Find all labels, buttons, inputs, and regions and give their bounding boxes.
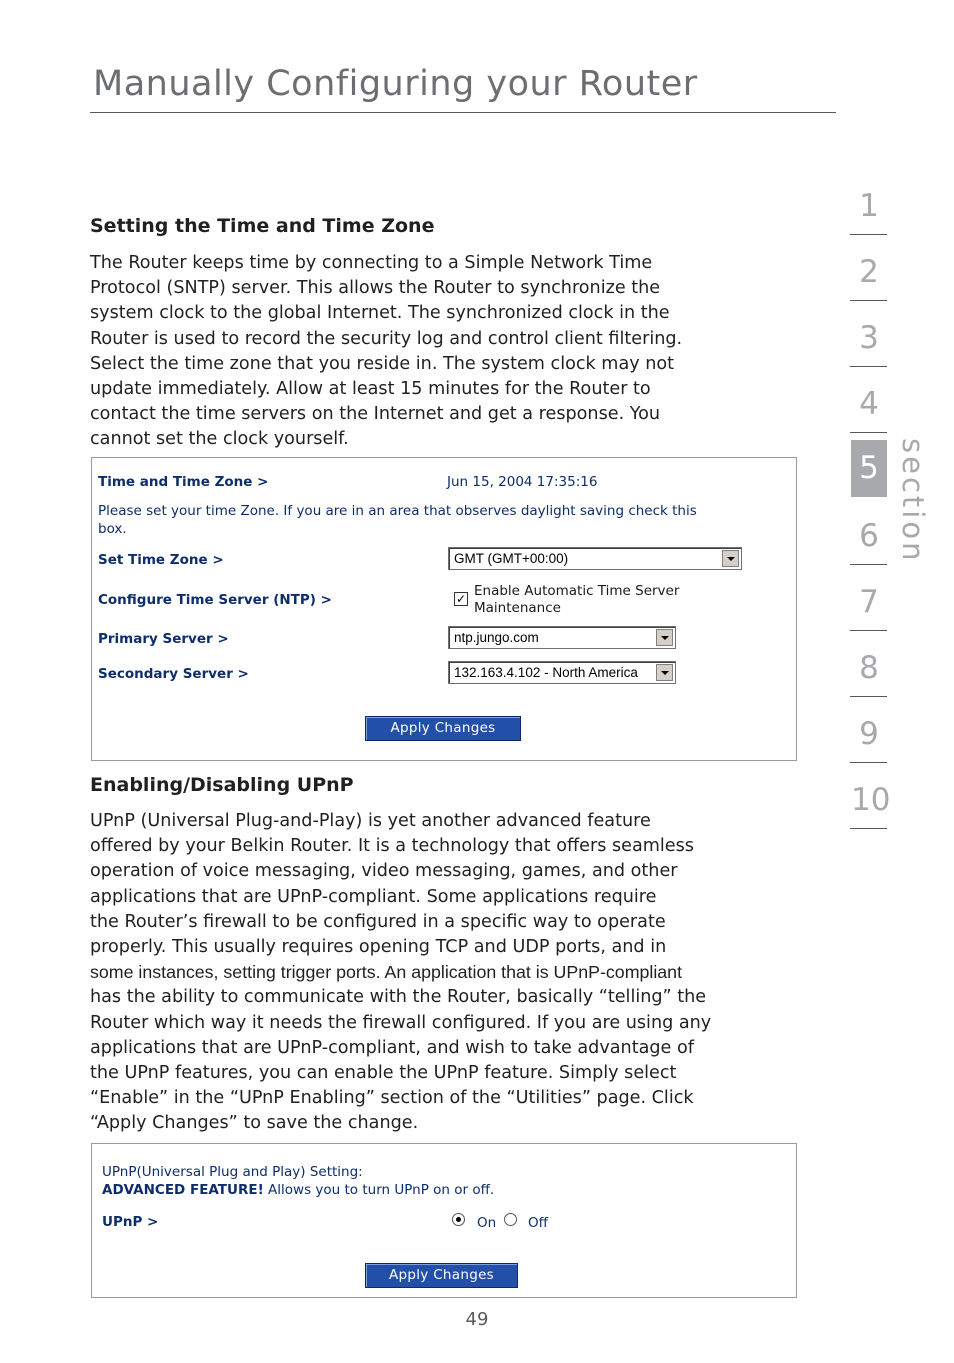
section-heading-upnp: Enabling/Disabling UPnP (90, 774, 354, 796)
tab-divider (850, 630, 887, 631)
paragraph-line: “Enable” in the “UPnP Enabling” section of the “Utilities” page. Click (90, 1088, 694, 1109)
section-tab-7[interactable]: 7 (859, 584, 879, 620)
ntp-label: Configure Time Server (NTP) > (98, 592, 332, 608)
title-divider (90, 112, 836, 113)
secondary-server-value: 132.163.4.102 - North America (454, 665, 638, 680)
paragraph-line: Protocol (SNTP) server. This allows the Router to synchronize the (90, 278, 661, 299)
paragraph-line: applications that are UPnP-compliant. Some applications require (90, 886, 657, 907)
section-tab-10[interactable]: 10 (851, 782, 891, 818)
instructions-text-cont: box. (98, 521, 127, 537)
current-datetime: Jun 15, 2004 17:35:16 (447, 474, 598, 490)
section-tab-6[interactable]: 6 (859, 518, 879, 554)
paragraph-line: Select the time zone that you reside in. The system clock may not (90, 353, 675, 374)
paragraph-line: some instances, setting trigger ports. An application that is UPnP-compliant (90, 962, 683, 983)
tab-divider (850, 828, 887, 829)
ntp-checkbox-label: Enable Automatic Time Server (474, 583, 680, 599)
tab-divider (850, 300, 887, 301)
upnp-setting-title: UPnP(Universal Plug and Play) Setting: (102, 1164, 363, 1180)
upnp-on-label: On (477, 1215, 497, 1231)
paragraph-line: properly. This usually requires opening TCP and UDP ports, and in (90, 937, 667, 958)
upnp-paragraph (90, 809, 802, 1137)
time-zone-screenshot (91, 457, 797, 761)
apply-changes-button[interactable]: Apply Changes (365, 1263, 518, 1288)
upnp-off-radio[interactable] (504, 1213, 517, 1226)
secondary-server-select[interactable] (448, 661, 676, 684)
section-label: section (896, 438, 930, 564)
primary-server-value: ntp.jungo.com (454, 630, 539, 645)
chevron-down-icon[interactable] (656, 664, 673, 681)
paragraph-line: offered by your Belkin Router. It is a technology that offers seamless (90, 836, 694, 857)
section-tab-9[interactable]: 9 (859, 716, 879, 752)
page-title: Manually Configuring your Router (93, 64, 698, 104)
ntp-checkbox-label-cont: Maintenance (474, 600, 561, 616)
section-tab-3[interactable]: 3 (859, 320, 879, 356)
checkmark-icon: ✓ (455, 592, 467, 606)
instructions-text: Please set your time Zone. If you are in an area that observes daylight saving check this (98, 503, 697, 519)
secondary-server-label: Secondary Server > (98, 666, 249, 682)
paragraph-line: Router which way it needs the firewall configured. If you are using any (90, 1012, 712, 1033)
chevron-down-icon[interactable] (656, 629, 673, 646)
time-zone-select[interactable] (448, 547, 742, 570)
time-zone-value: GMT (GMT+00:00) (454, 551, 569, 566)
ntp-checkbox[interactable] (454, 592, 468, 606)
tab-divider (850, 762, 887, 763)
section-tab-4[interactable]: 4 (859, 386, 879, 422)
tab-divider (850, 234, 887, 235)
chevron-down-icon[interactable] (722, 550, 739, 567)
apply-changes-button[interactable]: Apply Changes (365, 716, 521, 741)
advanced-feature-bold: ADVANCED FEATURE! (102, 1182, 264, 1198)
upnp-on-radio[interactable] (452, 1213, 465, 1226)
paragraph-line: UPnP (Universal Plug-and-Play) is yet another advanced feature (90, 811, 651, 831)
upnp-off-label: Off (528, 1215, 548, 1231)
paragraph-line: the UPnP features, you can enable the UPnP feature. Simply select (90, 1063, 677, 1084)
section-tab-2[interactable]: 2 (859, 254, 879, 290)
primary-server-select[interactable] (448, 626, 676, 649)
paragraph-line: system clock to the global Internet. The synchronized clock in the (90, 303, 670, 324)
tab-divider (850, 366, 887, 367)
upnp-screenshot (91, 1143, 797, 1298)
tab-divider (850, 432, 887, 433)
paragraph-line: contact the time servers on the Internet and get a response. You (90, 404, 661, 425)
time-paragraph (90, 251, 802, 453)
paragraph-line: update immediately. Allow at least 15 minutes for the Router to (90, 379, 651, 400)
upnp-label: UPnP > (102, 1214, 159, 1230)
paragraph-line: cannot set the clock yourself. (90, 429, 349, 450)
tab-divider (850, 696, 887, 697)
paragraph-line: the Router’s firewall to be configured in a specific way to operate (90, 911, 666, 932)
primary-server-label: Primary Server > (98, 631, 229, 647)
paragraph-line: operation of voice messaging, video messaging, games, and other (90, 861, 678, 882)
section-heading-time: Setting the Time and Time Zone (90, 215, 435, 237)
time-zone-title: Time and Time Zone > (98, 474, 269, 490)
set-time-zone-label: Set Time Zone > (98, 552, 224, 568)
paragraph-line: has the ability to communicate with the Router, basically “telling” the (90, 987, 707, 1008)
section-tab-1[interactable]: 1 (859, 188, 879, 224)
page-number: 49 (465, 1309, 489, 1330)
paragraph-line: applications that are UPnP-compliant, and wish to take advantage of (90, 1037, 694, 1058)
advanced-feature-text (102, 1182, 494, 1198)
paragraph-line: “Apply Changes” to save the change. (90, 1113, 419, 1134)
section-tab-8[interactable]: 8 (859, 650, 879, 686)
section-tab-5-active[interactable]: 5 (851, 440, 887, 497)
advanced-feature-desc: Allows you to turn UPnP on or off. (263, 1182, 495, 1198)
paragraph-line: The Router keeps time by connecting to a Simple Network Time (90, 253, 653, 273)
paragraph-line: Router is used to record the security log and control client filtering. (90, 328, 683, 349)
tab-divider (850, 564, 887, 565)
